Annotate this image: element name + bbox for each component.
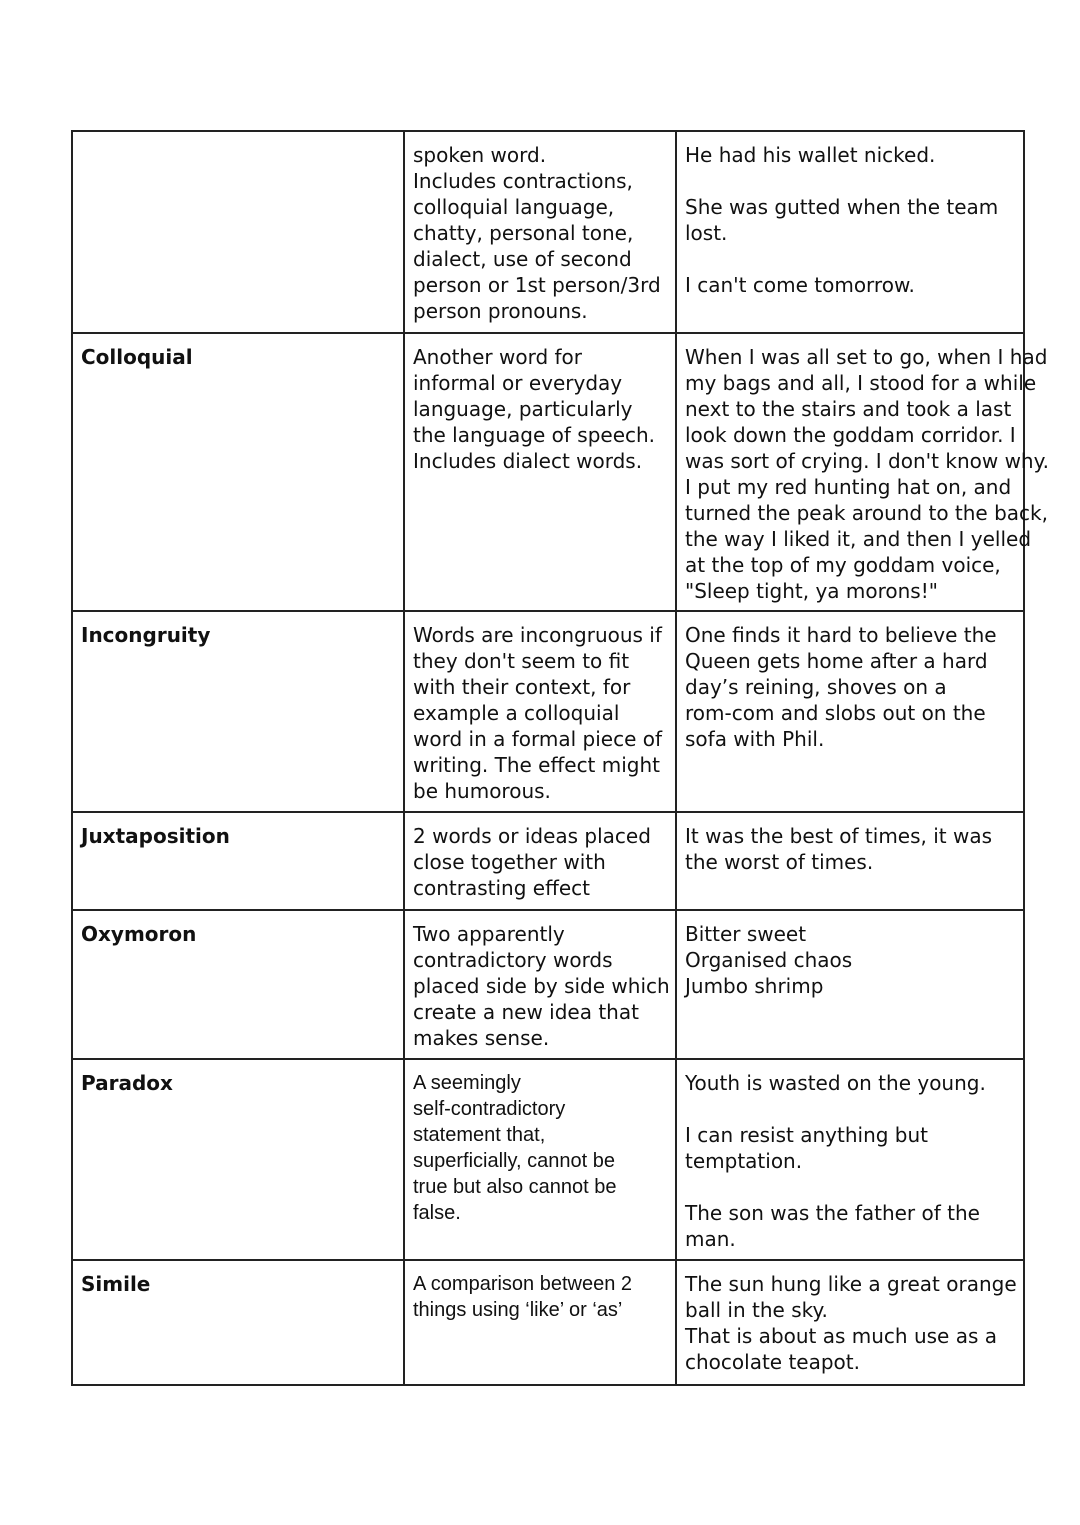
example-line: The sun hung like a great orange — [685, 1272, 1017, 1296]
definition-line: the language of speech. — [413, 423, 656, 447]
definition-line: Another word for — [413, 345, 583, 369]
example-line: next to the stairs and took a last — [685, 397, 1012, 421]
example-line: man. — [685, 1227, 736, 1251]
definition-line: contradictory words — [413, 948, 613, 972]
definition-line: create a new idea that — [413, 1000, 639, 1024]
literary-terms-table — [71, 130, 1049, 1386]
example-line: sofa with Phil. — [685, 727, 825, 751]
table-row — [72, 611, 1024, 812]
definition-line: language, particularly — [413, 397, 633, 421]
definition-line: colloquial language, — [413, 195, 615, 219]
definition-cell — [404, 812, 676, 910]
example-line: She was gutted when the team — [685, 195, 999, 219]
definition-line: 2 words or ideas placed — [413, 824, 651, 848]
example-cell — [676, 1059, 1024, 1260]
example-line: I put my red hunting hat on, and — [685, 475, 1012, 499]
definition-line: true but also cannot be — [413, 1176, 617, 1198]
definition-line: dialect, use of second — [413, 247, 632, 271]
term-cell: Incongruity — [72, 611, 404, 812]
table-row — [72, 1059, 1024, 1260]
definition-line: they don't seem to fit — [413, 649, 630, 673]
definition-line: placed side by side which — [413, 974, 670, 998]
example-line: It was the best of times, it was — [685, 824, 993, 848]
definition-line: Words are incongruous if — [413, 623, 662, 647]
definition-cell — [404, 910, 676, 1059]
spacer — [685, 246, 1015, 272]
definition-line: superficially, cannot be — [413, 1150, 615, 1172]
definition-line: Includes contractions, — [413, 169, 633, 193]
definition-cell — [404, 611, 676, 812]
example-line: the way I liked it, and then I yelled — [685, 527, 1032, 551]
example-line: When I was all set to go, when I had — [685, 345, 1048, 369]
example-cell — [676, 611, 1024, 812]
example-line: Jumbo shrimp — [685, 974, 824, 998]
term-cell — [72, 131, 404, 333]
example-line: Queen gets home after a hard — [685, 649, 988, 673]
term-cell: Paradox — [72, 1059, 404, 1260]
example-line: The son was the father of the — [685, 1201, 980, 1225]
example-line: One finds it hard to believe the — [685, 623, 997, 647]
term-cell: Simile — [72, 1260, 404, 1385]
example-line: day’s reining, shoves on a — [685, 675, 947, 699]
definition-line: be humorous. — [413, 779, 551, 803]
definition-line: makes sense. — [413, 1026, 550, 1050]
definition-line: close together with — [413, 850, 606, 874]
example-cell — [676, 131, 1024, 333]
definition-line: Includes dialect words. — [413, 449, 643, 473]
definition-line: self-contradictory — [413, 1098, 566, 1120]
example-line: Bitter sweet — [685, 922, 807, 946]
example-cell — [676, 910, 1024, 1059]
definition-line: chatty, personal tone, — [413, 221, 634, 245]
definition-line: statement that, — [413, 1124, 546, 1146]
table-row — [72, 1260, 1024, 1385]
table-row — [72, 812, 1024, 910]
definition-line: A seemingly — [413, 1072, 521, 1094]
definition-line: spoken word. — [413, 143, 547, 167]
example-line: I can't come tomorrow. — [685, 273, 915, 297]
example-line: He had his wallet nicked. — [685, 143, 936, 167]
example-line: rom-com and slobs out on the — [685, 701, 986, 725]
example-line: That is about as much use as a — [685, 1324, 998, 1348]
table-row — [72, 333, 1024, 611]
example-line: chocolate teapot. — [685, 1350, 860, 1374]
spacer — [685, 1096, 1015, 1122]
definition-cell — [404, 1260, 676, 1385]
term-cell: Colloquial — [72, 333, 404, 611]
example-line: my bags and all, I stood for a while — [685, 371, 1037, 395]
example-line: turned the peak around to the back, — [685, 501, 1048, 525]
definition-line: Two apparently — [413, 922, 565, 946]
definition-cell — [404, 333, 676, 611]
example-line: temptation. — [685, 1149, 803, 1173]
definition-line: writing. The effect might — [413, 753, 661, 777]
table-row — [72, 910, 1024, 1059]
example-cell — [676, 1260, 1024, 1385]
example-line: I can resist anything but — [685, 1123, 929, 1147]
definition-line: word in a formal piece of — [413, 727, 663, 751]
spacer — [685, 1174, 1015, 1200]
example-line: look down the goddam corridor. I — [685, 423, 1016, 447]
definition-line: person pronouns. — [413, 299, 588, 323]
example-line: lost. — [685, 221, 728, 245]
definition-line: with their context, for — [413, 675, 631, 699]
table-row — [72, 131, 1024, 333]
example-cell — [676, 812, 1024, 910]
example-line: the worst of times. — [685, 850, 874, 874]
example-line: was sort of crying. I don't know why. — [685, 449, 1049, 473]
example-line: Youth is wasted on the young. — [685, 1071, 986, 1095]
example-cell — [676, 333, 1049, 611]
example-line: Organised chaos — [685, 948, 853, 972]
definition-line: example a colloquial — [413, 701, 620, 725]
definition-line: things using ‘like’ or ‘as’ — [413, 1299, 623, 1321]
example-line: "Sleep tight, ya morons!" — [685, 579, 938, 603]
definition-line: false. — [413, 1202, 461, 1224]
example-line: at the top of my goddam voice, — [685, 553, 1001, 577]
example-line: ball in the sky. — [685, 1298, 828, 1322]
definition-line: A comparison between 2 — [413, 1273, 633, 1295]
term-cell: Oxymoron — [72, 910, 404, 1059]
definition-line: contrasting effect — [413, 876, 591, 900]
definition-cell — [404, 1059, 676, 1260]
definition-line: person or 1st person/3rd — [413, 273, 661, 297]
definition-cell — [404, 131, 676, 333]
term-cell: Juxtaposition — [72, 812, 404, 910]
definition-line: informal or everyday — [413, 371, 623, 395]
spacer — [685, 168, 1015, 194]
